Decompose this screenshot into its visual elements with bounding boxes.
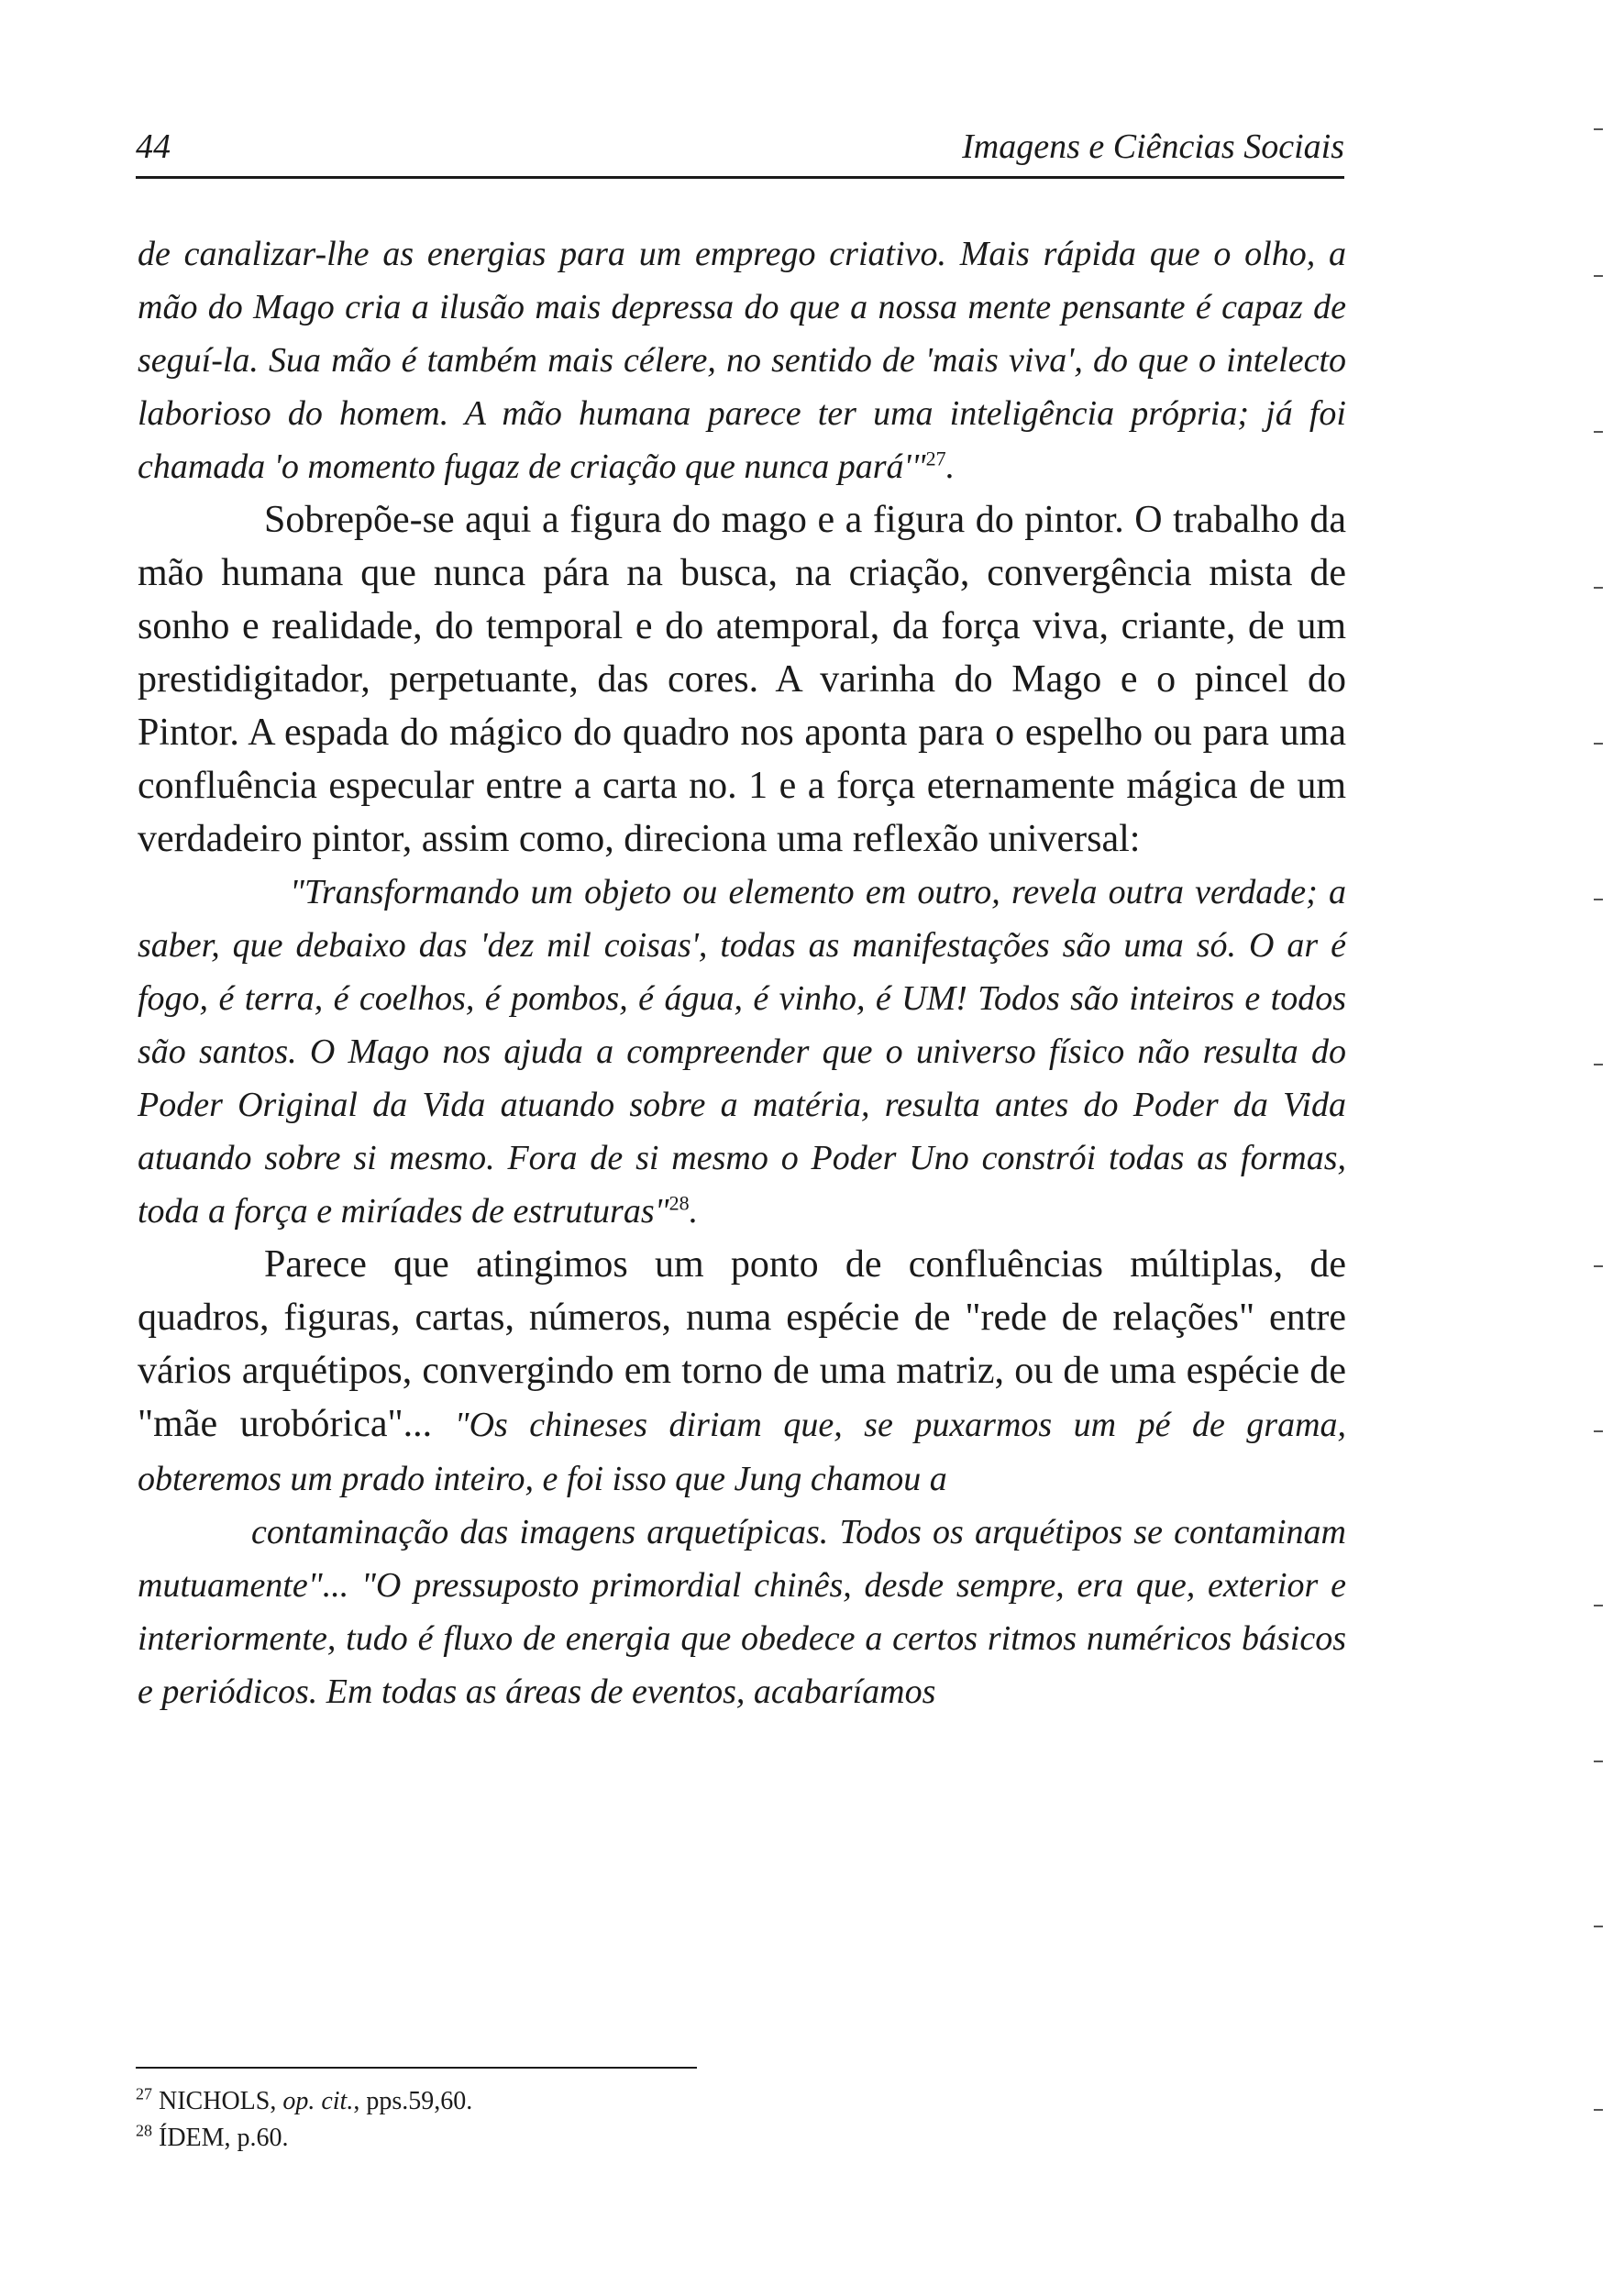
footnote-rule xyxy=(136,2067,697,2069)
scan-edge-mark xyxy=(1594,431,1603,433)
footnote-number: 28 xyxy=(136,2121,152,2140)
scan-edge-mark xyxy=(1594,1605,1603,1606)
footnote-author: ÍDEM, p.60. xyxy=(159,2124,289,2152)
paragraph-2-text: Parece que atingimos um ponto de confluências múltiplas, de quadros, figuras, cartas, números, numa espécie de "rede de relações" entre vários arquétipos, convergindo em torno de uma matriz, ou de uma espécie de "mãe urobórica"... xyxy=(138,1243,1346,1445)
scan-edge-mark xyxy=(1594,1926,1603,1927)
footnote-op-cit: op. cit. xyxy=(282,2087,354,2115)
paragraph-1: Sobrepõe-se aqui a figura do mago e a figura do pintor. O trabalho da mão humana que nunca pára na busca, na criação, convergência mista de sonho e realidade, do temporal e do atemporal, da força viva, criante, de um prestidigitador, perpetuante, das cores. A varinha do Mago e o pincel do Pintor. A espada do mágico do quadro nos aponta para o espelho ou para uma confluência especular entre a carta no. 1 e a força eternamente mágica de um verdadeiro pintor, assim como, direciona uma reflexão universal: xyxy=(138,499,1346,860)
scan-edge-mark xyxy=(1594,2109,1603,2111)
page-header xyxy=(136,127,1344,178)
scan-edge-mark xyxy=(1594,1265,1603,1267)
footnote-number: 27 xyxy=(136,2084,152,2103)
block-quote-end: . xyxy=(689,1192,699,1231)
page-number: 44 xyxy=(136,127,171,166)
quote-end: . xyxy=(945,447,956,486)
scan-edge-mark xyxy=(1594,1064,1603,1065)
footnote-ref-27: 27 xyxy=(925,447,946,470)
footnote-27 xyxy=(136,2083,1053,2120)
quote-continuation xyxy=(138,227,1346,493)
paragraph-2-quote: "Os chineses diriam que, se puxarmos um pé de grama, obteremos um prado inteiro, e foi isso que Jung chamou a xyxy=(138,1406,1347,1498)
footnotes xyxy=(136,2083,1053,2157)
body-text xyxy=(138,227,1346,1718)
block-quote xyxy=(138,866,1346,1238)
scan-edge-mark xyxy=(1594,743,1603,745)
scan-edge-mark xyxy=(1594,1761,1603,1762)
footnote-ref-28: 28 xyxy=(668,1191,690,1215)
footnote-author: NICHOLS, xyxy=(159,2087,277,2115)
quote-continuation-text: de canalizar-lhe as energias para um emprego criativo. Mais rápida que o olho, a mão do Mago cria a ilusão mais depressa do que a nossa mente pensante é capaz de seguí-la. Sua mão é também mais célere, no sentido de 'mais viva', do que o intelecto laborioso do homem. A mão humana parece ter uma inteligência própria; já foi chamada 'o momento fugaz de criação que nunca pará'" xyxy=(138,235,1346,486)
footnote-pages: , pps.59,60. xyxy=(353,2087,473,2115)
block-quote-text: "Transformando um objeto ou elemento em outro, revela outra verdade; a saber, que debaixo das 'dez mil coisas', todas as manifestações são uma só. O ar é fogo, é terra, é coelhos, é pombos, é água, é vinho, é UM! Todos são inteiros e todos são santos. O Mago nos ajuda a compreender que o universo físico não resulta do Poder Original da Vida atuando sobre a matéria, resulta antes do Poder da Vida atuando sobre si mesmo. Fora de si mesmo o Poder Uno constrói todas as formas, toda a força e miríades de estruturas" xyxy=(138,873,1346,1231)
footnote-28 xyxy=(136,2120,1053,2157)
scan-edge-mark xyxy=(1594,587,1603,589)
paragraph-2 xyxy=(138,1238,1346,1506)
scan-edge-mark xyxy=(1594,128,1603,130)
running-title: Imagens e Ciências Sociais xyxy=(962,127,1344,166)
paragraph-3: contaminação das imagens arquetípicas. Todos os arquétipos se contaminam mutuamente"... "O pressuposto primordial chinês, desde sempre, era que, exterior e interiormente, tudo é fluxo de energia que obedece a certos ritmos numéricos básicos e periódicos. Em todas as áreas de eventos, acabaríamos xyxy=(138,1513,1346,1711)
scan-edge-mark xyxy=(1594,1430,1603,1432)
header-rule xyxy=(136,176,1344,179)
scan-edge-mark xyxy=(1594,275,1603,277)
scan-edge-mark xyxy=(1594,899,1603,900)
